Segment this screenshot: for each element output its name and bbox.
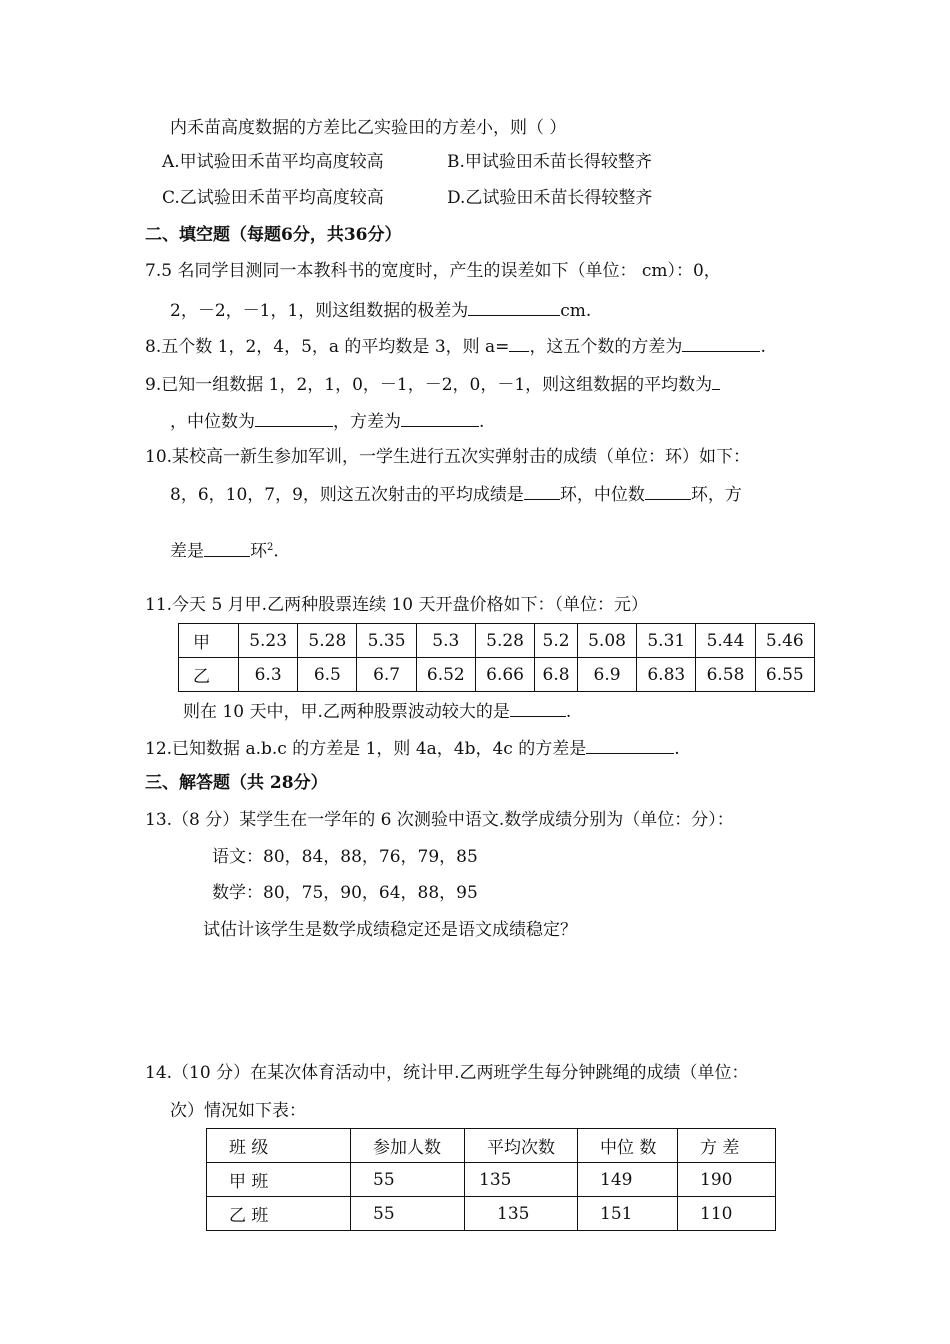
cell-participants: 55 [351, 1163, 465, 1197]
q6-option-b: B.甲试验田禾苗长得较整齐 [447, 152, 652, 172]
table-header-row [207, 1129, 776, 1163]
price-cell: 6.8 [535, 658, 578, 692]
q6-option-d: D.乙试验田禾苗长得较整齐 [447, 188, 653, 208]
q8-blank-variance[interactable] [682, 335, 760, 352]
q6-stem-tail: 内禾苗高度数据的方差比乙实验田的方差小，则（ ） [170, 118, 567, 138]
q7-line-2 [170, 299, 591, 322]
q10-line-3 [170, 537, 279, 563]
price-cell: 5.28 [298, 624, 357, 658]
q8-text-a: 8.五个数 1，2，4，5，a 的平均数是 3，则 a= [145, 337, 510, 357]
q10-blank-mean[interactable] [524, 483, 560, 500]
price-cell: 6.9 [577, 658, 636, 692]
stock-price-table [178, 623, 815, 692]
price-cell: 5.31 [637, 624, 696, 658]
table-row [207, 1197, 776, 1231]
q7-answer-blank[interactable] [468, 299, 560, 316]
cell-participants: 55 [351, 1197, 465, 1231]
table-row [179, 624, 815, 658]
header-participants: 参加人数 [351, 1129, 465, 1163]
q9-text-d: . [479, 412, 485, 432]
q10-blank-variance[interactable] [204, 540, 250, 557]
q9-blank-mean[interactable] [712, 373, 720, 390]
header-median: 中位 数 [578, 1129, 678, 1163]
q8-text-c: . [760, 337, 766, 357]
header-class: 班 级 [207, 1129, 351, 1163]
q10-superscript: 2 [267, 542, 274, 553]
price-cell: 5.44 [696, 624, 755, 658]
section-3-title: 三、解答题（共 28分） [145, 773, 328, 793]
q10-text-a: 8，6，10，7，9，则这五次射击的平均成绩是 [170, 485, 524, 505]
q9-blank-variance[interactable] [401, 410, 479, 427]
q11-stem: 11.今天 5 月甲.乙两种股票连续 10 天开盘价格如下：（单位：元） [145, 595, 649, 615]
price-cell: 5.46 [755, 624, 814, 658]
q9-blank-median[interactable] [255, 410, 333, 427]
q8-text-b: ，这五个数的方差为 [529, 337, 683, 357]
price-cell: 6.52 [416, 658, 475, 692]
q14-line-1: 14.（10 分）在某次体育活动中，统计甲.乙两班学生每分钟跳绳的成绩（单位： [145, 1063, 749, 1083]
cell-class: 甲 班 [207, 1163, 351, 1197]
price-cell: 6.3 [239, 658, 298, 692]
q12-text-a: 12.已知数据 a.b.c 的方差是 1，则 4a，4b，4c 的方差是 [145, 739, 587, 759]
cell-average: 135 [465, 1163, 578, 1197]
q14-line-2: 次）情况如下表： [170, 1101, 306, 1121]
header-variance: 方 差 [678, 1129, 776, 1163]
price-cell: 6.7 [357, 658, 416, 692]
q9-line-1 [145, 373, 720, 396]
cell-variance: 110 [678, 1197, 776, 1231]
q6-option-a: A.甲试验田禾苗平均高度较高 [162, 152, 384, 172]
q11-text-a: 则在 10 天中，甲.乙两种股票波动较大的是 [183, 702, 510, 722]
price-cell: 5.2 [535, 624, 578, 658]
q8-line [145, 335, 766, 358]
q13-stem: 13.（8 分）某学生在一学年的 6 次测验中语文.数学成绩分别为（单位：分）： [145, 810, 734, 830]
q13-chinese-scores: 语文：80，84，88，76，79，85 [212, 847, 478, 867]
q10-blank-median[interactable] [645, 483, 691, 500]
price-cell: 6.55 [755, 658, 814, 692]
price-cell: 5.28 [475, 624, 534, 658]
rope-skipping-table [206, 1128, 776, 1231]
q12-text-b: . [674, 739, 680, 759]
q7-text-a: 2，－2，－1，1，则这组数据的极差为 [170, 301, 469, 321]
q11-tail [183, 700, 571, 723]
cell-class: 乙 班 [207, 1197, 351, 1231]
table-row [207, 1163, 776, 1197]
q10-text-c: 环，方 [690, 485, 742, 505]
q10-text-d: 差是 [170, 541, 204, 562]
price-cell: 6.83 [637, 658, 696, 692]
price-cell: 6.58 [696, 658, 755, 692]
row-label-yi: 乙 [179, 658, 239, 692]
price-cell: 6.66 [475, 658, 534, 692]
q11-text-b: . [565, 702, 572, 722]
q10-text-f: . [273, 541, 279, 562]
q10-line-2 [170, 483, 742, 506]
price-cell: 5.23 [239, 624, 298, 658]
q13-math-scores: 数学：80，75，90，64，88，95 [212, 883, 478, 903]
q7-line-1: 7.5 名同学目测同一本教科书的宽度时，产生的误差如下（单位： cm）：0， [145, 261, 721, 281]
q6-option-c: C.乙试验田禾苗平均高度较高 [162, 188, 384, 208]
q11-answer-blank[interactable] [510, 700, 566, 717]
q9-text-b: ，中位数为 [170, 412, 255, 432]
q12-line [145, 737, 680, 760]
price-cell: 6.5 [298, 658, 357, 692]
row-label-jia: 甲 [179, 624, 239, 658]
cell-median: 149 [578, 1163, 678, 1197]
q10-text-b: 环，中位数 [559, 485, 645, 505]
price-cell: 5.3 [416, 624, 475, 658]
price-cell: 5.35 [357, 624, 416, 658]
section-2-title: 二、填空题（每题6分，共36分） [145, 225, 402, 245]
cell-average: 135 [465, 1197, 578, 1231]
cell-variance: 190 [678, 1163, 776, 1197]
q12-answer-blank[interactable] [586, 737, 674, 754]
q10-line-1: 10.某校高一新生参加军训，一学生进行五次实弹射击的成绩（单位：环）如下： [145, 447, 751, 467]
q10-text-e: 环 [250, 541, 267, 562]
q9-text-a: 9.已知一组数据 1，2，1，0，－1，－2，0，－1，则这组数据的平均数为 [145, 375, 713, 395]
q9-text-c: ，方差为 [333, 412, 401, 432]
q9-line-2 [170, 410, 484, 433]
q13-question: 试估计该学生是数学成绩稳定还是语文成绩稳定？ [203, 920, 577, 940]
q7-text-b: cm. [560, 301, 592, 321]
q8-blank-a[interactable] [509, 335, 529, 352]
table-row [179, 658, 815, 692]
price-cell: 5.08 [577, 624, 636, 658]
cell-median: 151 [578, 1197, 678, 1231]
header-average: 平均次数 [465, 1129, 578, 1163]
